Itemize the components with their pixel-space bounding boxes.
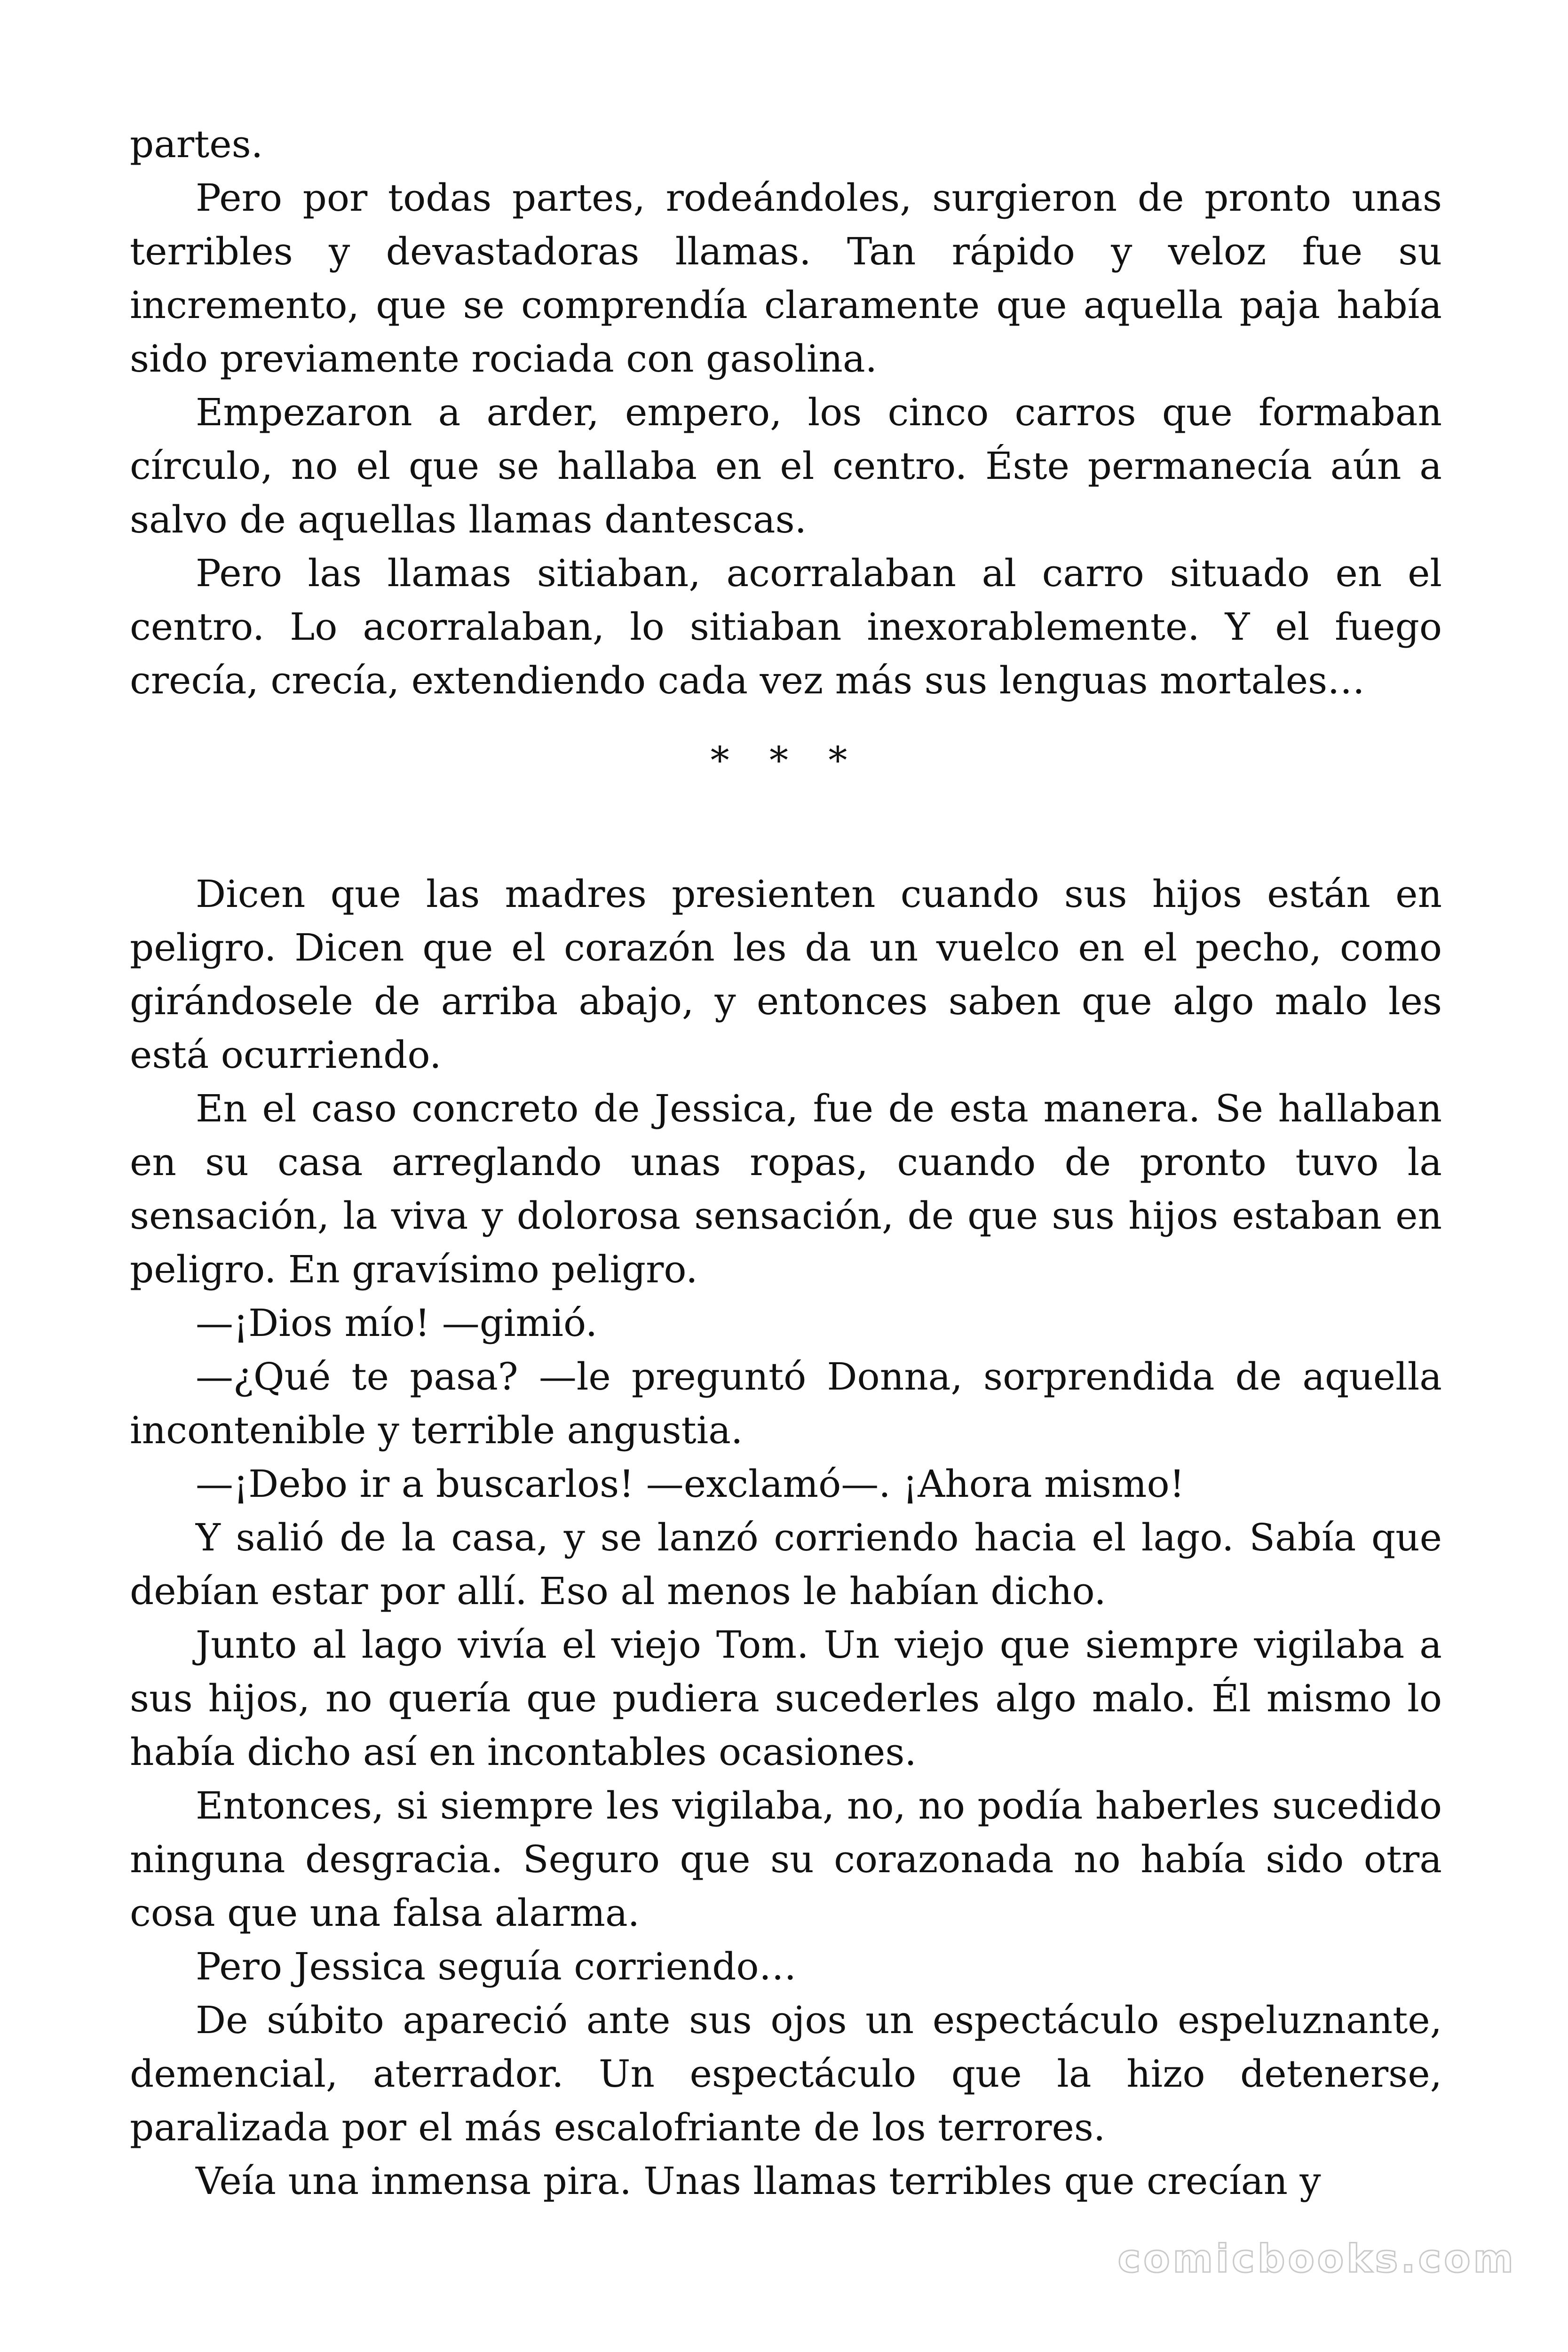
paragraph: Dicen que las madres presienten cuando sus hijos están en peligro. Dicen que el corazón les da un vuelco en el pecho, como girándosele de arriba abajo, y entonces saben que algo malo les está ocurriendo. <box>130 872 1442 1077</box>
paragraph: Junto al lago vivía el viejo Tom. Un viejo que siempre vigilaba a sus hijos, no quería que pudiera sucederles algo malo. Él mismo lo había dicho así en incontables ocasiones. <box>130 1623 1442 1774</box>
dialogue-line: —¡Dios mío! —gimió. <box>196 1301 598 1345</box>
paragraph: Pero por todas partes, rodeándoles, surgieron de pronto unas terribles y devastadoras llamas. Tan rápido y veloz fue su incremento, que se comprendía claramente que aquella paja había sido previamente rociada con gasolina. <box>130 176 1442 381</box>
paragraph: Pero las llamas sitiaban, acorralaban al carro situado en el centro. Lo acorralaban, lo sitiaban inexorablemente. Y el fuego crecía, crecía, extendiendo cada vez más sus lenguas mortales… <box>130 551 1442 702</box>
paragraph: Veía una inmensa pira. Unas llamas terribles que crecían y <box>196 2159 1321 2203</box>
paragraph: Pero Jessica seguía corriendo… <box>196 1945 797 1988</box>
paragraph: Entonces, si siempre les vigilaba, no, no podía haberles sucedido ninguna desgracia. Seguro que su corazonada no había sido otra cosa que una falsa alarma. <box>130 1784 1442 1935</box>
paragraph: En el caso concreto de Jessica, fue de esta manera. Se hallaban en su casa arreglando unas ropas, cuando de pronto tuvo la sensación, la viva y dolorosa sensación, de que sus hijos estaban en peligro. En gravísimo peligro. <box>130 1087 1442 1291</box>
dialogue-line: —¿Qué te pasa? —le preguntó Donna, sorprendida de aquella incontenible y terrible angustia. <box>130 1355 1442 1452</box>
paragraph: partes. <box>130 122 263 166</box>
page-text-column <box>130 118 1442 2208</box>
section-separator: * * * <box>710 739 862 782</box>
paragraph: De súbito apareció ante sus ojos un espectáculo espeluznante, demencial, aterrador. Un espectáculo que la hizo detenerse, paralizada por el más escalofriante de los terrores. <box>130 1998 1442 2149</box>
dialogue-line: —¡Debo ir a buscarlos! —exclamó—. ¡Ahora mismo! <box>196 1462 1185 1506</box>
paragraph: Empezaron a arder, empero, los cinco carros que formaban círculo, no el que se hallaba en el centro. Éste permanecía aún a salvo de aquellas llamas dantescas. <box>130 390 1442 541</box>
watermark-logo: comicbooks.com <box>1117 2237 1516 2281</box>
paragraph: Y salió de la casa, y se lanzó corriendo hacia el lago. Sabía que debían estar por allí. Eso al menos le habían dicho. <box>130 1516 1442 1613</box>
